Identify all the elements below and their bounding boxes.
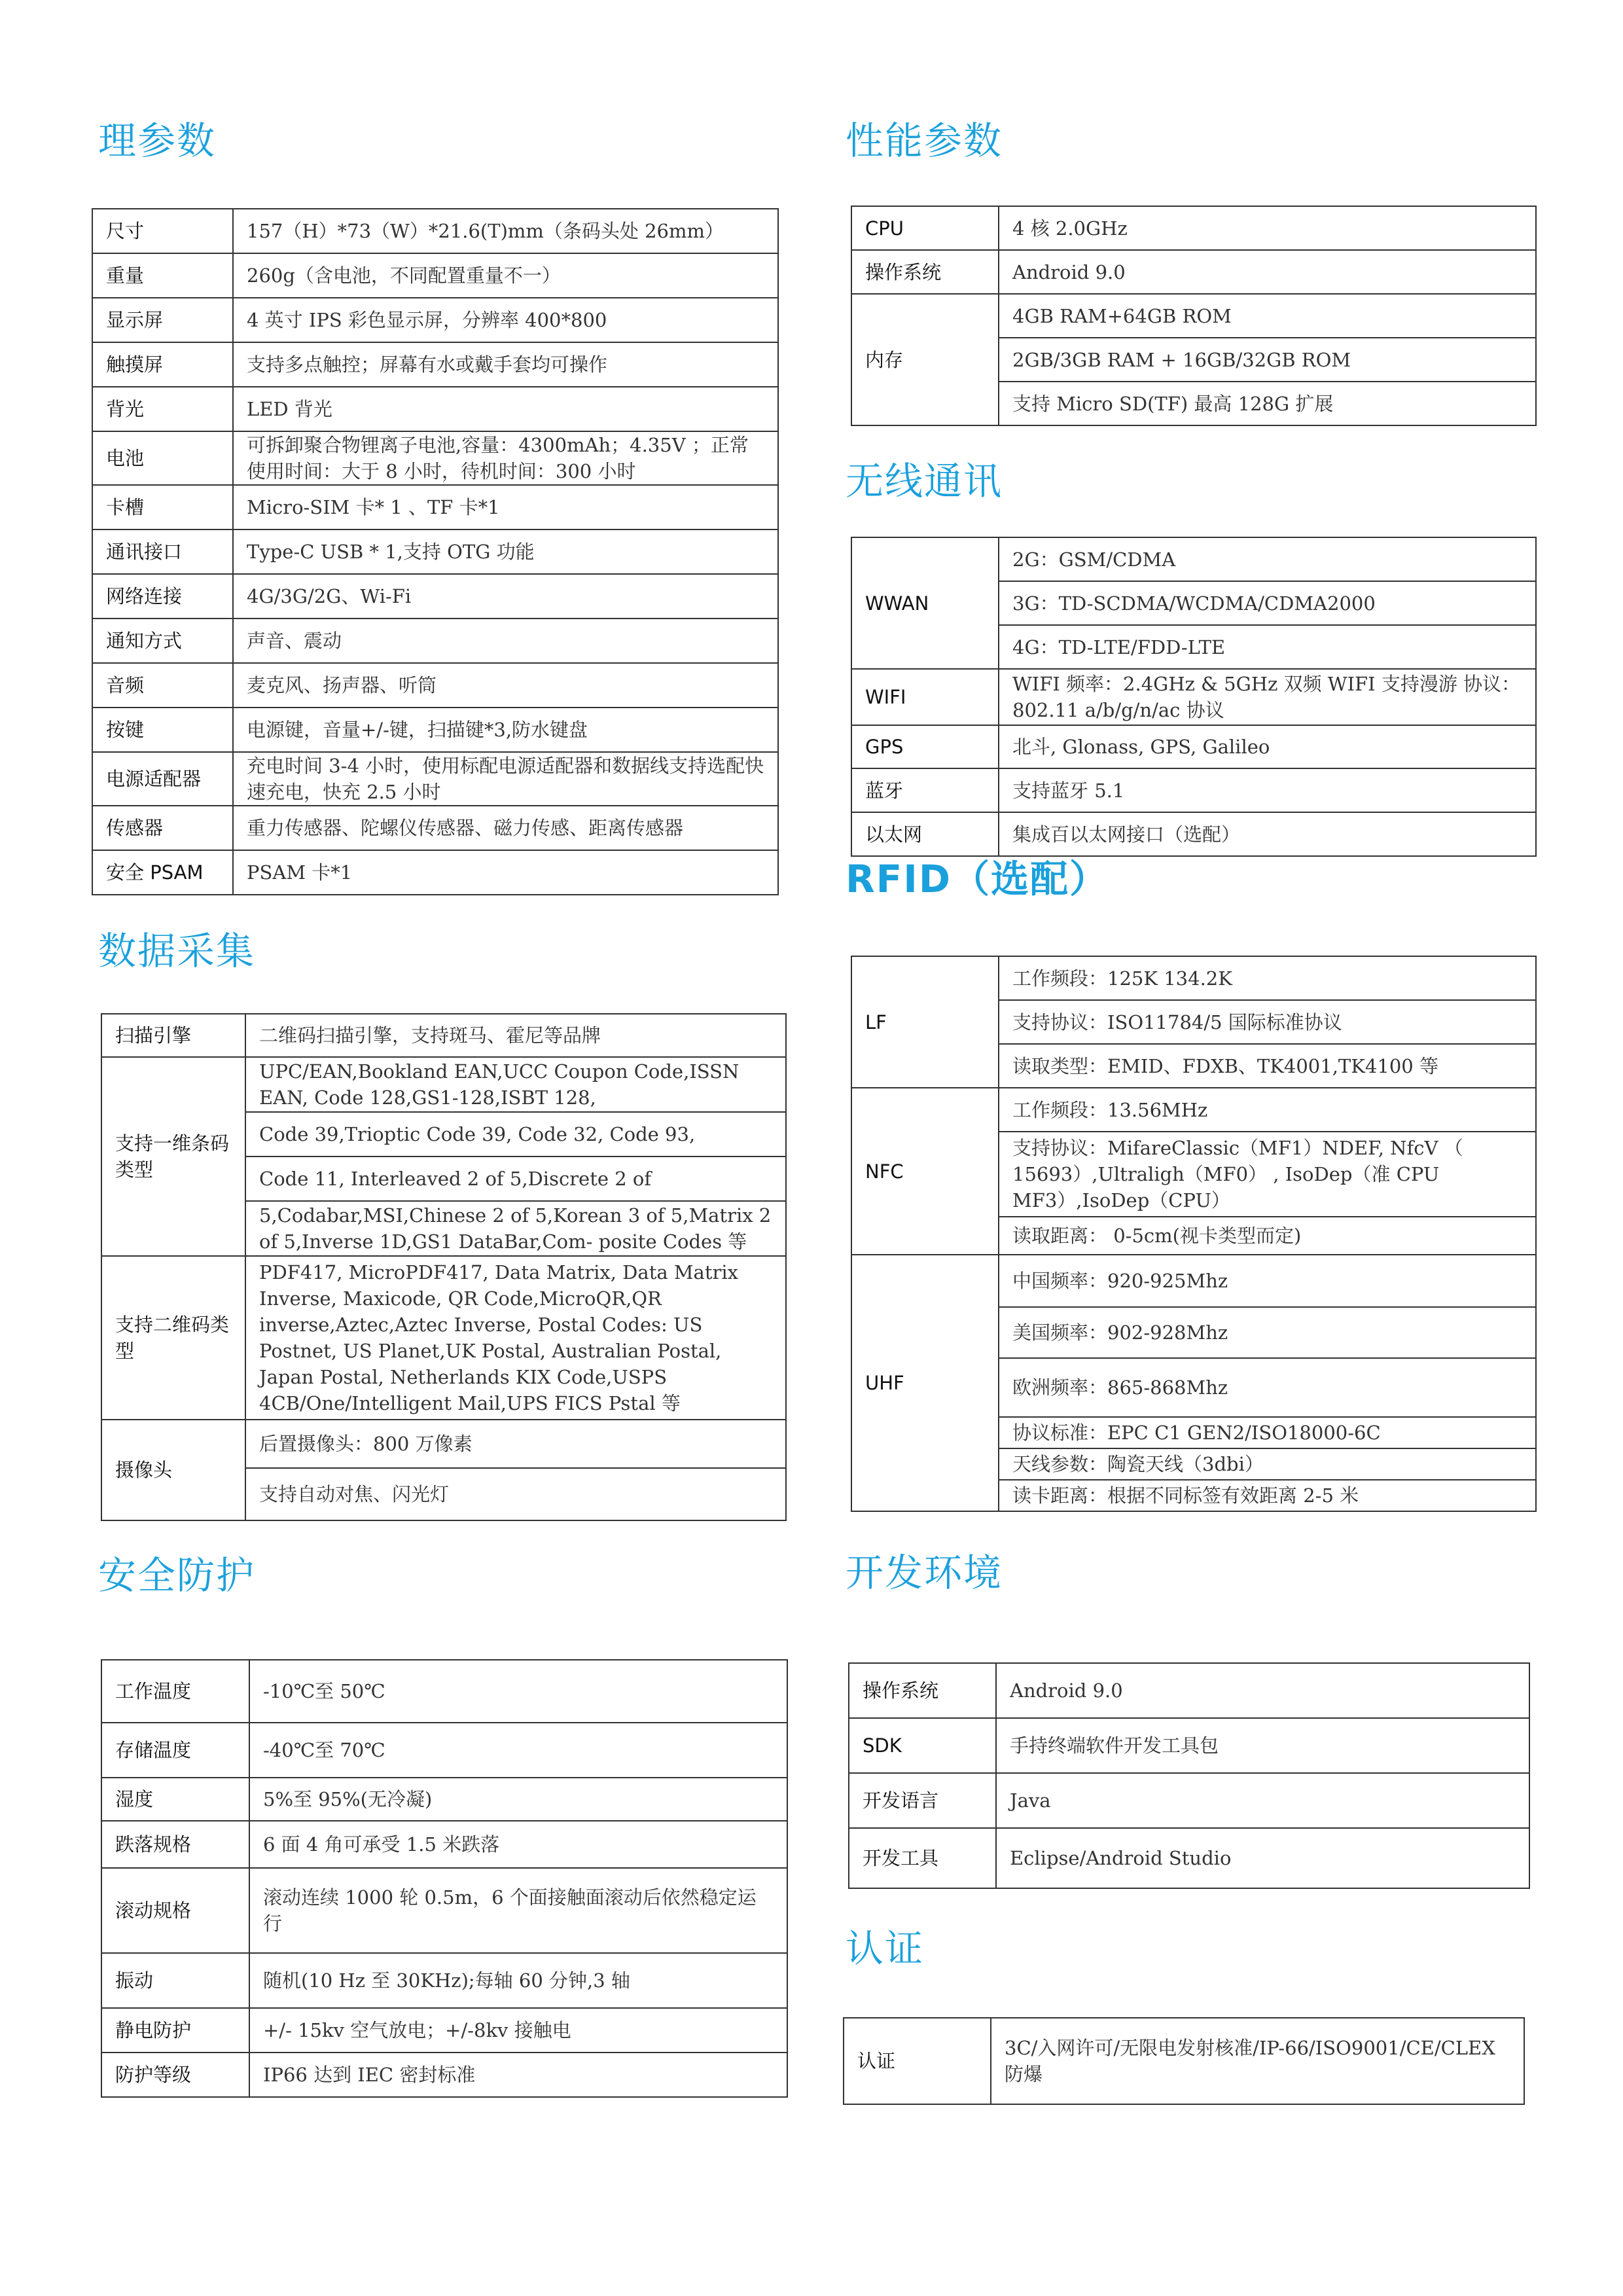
table-row <box>92 209 778 253</box>
spec-value: 5,Codabar,MSI,Chinese 2 of 5,Korean 3 of 5,Matrix 2 of 5,Inverse 1D,GS1 DataBar,Com- posite Codes 等 <box>245 1201 786 1256</box>
spec-value: Micro-SIM 卡* 1 、TF 卡*1 <box>233 485 778 529</box>
section-title-safety: 安全防护 <box>98 1553 256 1598</box>
spec-label: 按键 <box>92 708 233 752</box>
section-title-rfid: RFID（选配） <box>846 857 1109 901</box>
spec-value: 4 英寸 IPS 彩色显示屏，分辨率 400*800 <box>233 298 778 342</box>
table-row <box>92 387 778 431</box>
spec-value: 协议标准：EPC C1 GEN2/ISO18000-6C <box>999 1417 1536 1448</box>
spec-label: 重量 <box>92 253 233 298</box>
spec-value: 4G：TD-LTE/FDD-LTE <box>999 625 1536 669</box>
spec-label: UHF <box>851 1255 999 1511</box>
spec-label: 通知方式 <box>92 619 233 663</box>
table-row <box>92 806 778 850</box>
spec-value: 4GB RAM+64GB ROM <box>999 294 1536 338</box>
spec-value: 电源键，音量+/-键，扫描键*3,防水键盘 <box>233 708 778 752</box>
section-title-data-capture: 数据采集 <box>98 929 256 973</box>
table-row <box>92 574 778 619</box>
spec-value: 声音、震动 <box>233 619 778 663</box>
table-row <box>849 1828 1529 1888</box>
spec-value: 麦克风、扬声器、听筒 <box>233 663 778 708</box>
spec-value: 欧洲频率：865-868Mhz <box>999 1358 1536 1417</box>
spec-value: 随机(10 Hz 至 30KHz);每轴 60 分钟,3 轴 <box>249 1953 787 2008</box>
spec-value: PDF417, MicroPDF417, Data Matrix, Data Matrix Inverse, Maxicode, QR Code,MicroQR,QR inverse,Aztec,Aztec Inverse, Postal Codes: US Postnet, US Planet,UK Postal, Australian Postal, Japan Postal, Netherlands KIX Code,USPS 4CB/One/Intelligent Mail,UPS FICS Pstal 等 <box>245 1256 786 1420</box>
spec-label: 湿度 <box>101 1778 249 1821</box>
spec-label: 显示屏 <box>92 298 233 342</box>
spec-label: 以太网 <box>851 812 999 856</box>
spec-label: SDK <box>849 1718 996 1773</box>
spec-label: 网络连接 <box>92 574 233 619</box>
spec-value: Android 9.0 <box>996 1663 1529 1718</box>
spec-value: Code 39,Trioptic Code 39, Code 32, Code 93, <box>245 1112 786 1157</box>
spec-value: 2GB/3GB RAM + 16GB/32GB ROM <box>999 338 1536 382</box>
table-row <box>849 1773 1529 1828</box>
spec-value: +/- 15kv 空气放电；+/-8kv 接触电 <box>249 2008 787 2053</box>
wireless-table <box>851 537 1537 857</box>
spec-label: 通讯接口 <box>92 529 233 574</box>
spec-label: 静电防护 <box>101 2008 249 2053</box>
spec-label: 安全 PSAM <box>92 850 233 895</box>
spec-label: CPU <box>851 206 999 250</box>
spec-label: 触摸屏 <box>92 342 233 387</box>
spec-label: 尺寸 <box>92 209 233 253</box>
spec-label: 电源适配器 <box>92 752 233 806</box>
spec-value: 支持蓝牙 5.1 <box>999 768 1536 812</box>
dev-table <box>848 1662 1530 1889</box>
spec-label: 内存 <box>851 294 999 425</box>
table-row <box>101 1868 787 1953</box>
spec-value: LED 背光 <box>233 387 778 431</box>
table-row <box>101 2008 787 2053</box>
spec-label: 卡槽 <box>92 485 233 529</box>
spec-label: 防护等级 <box>101 2053 249 2097</box>
spec-label: WWAN <box>851 537 999 669</box>
spec-value: Android 9.0 <box>999 250 1536 294</box>
spec-value: 4G/3G/2G、Wi-Fi <box>233 574 778 619</box>
spec-label: 蓝牙 <box>851 768 999 812</box>
spec-value: 5%至 95%(无冷凝) <box>249 1778 787 1821</box>
performance-table <box>851 206 1537 426</box>
table-row <box>101 1953 787 2008</box>
section-title-performance: 性能参数 <box>846 118 1003 163</box>
table-row <box>92 708 778 752</box>
spec-value: 6 面 4 角可承受 1.5 米跌落 <box>249 1821 787 1868</box>
table-row <box>92 850 778 895</box>
table-row <box>92 529 778 574</box>
spec-label: 工作温度 <box>101 1660 249 1723</box>
spec-value: 北斗, Glonass, GPS, Galileo <box>999 725 1536 768</box>
physical-table <box>92 208 779 895</box>
spec-label: 操作系统 <box>851 250 999 294</box>
spec-label: 振动 <box>101 1953 249 2008</box>
spec-value: 157（H）*73（W）*21.6(T)mm（条码头处 26mm） <box>233 209 778 253</box>
table-row <box>849 1718 1529 1773</box>
spec-value: -40℃至 70℃ <box>249 1723 787 1778</box>
spec-value: WIFI 频率：2.4GHz & 5GHz 双频 WIFI 支持漫游 协议：802.11 a/b/g/n/ac 协议 <box>999 669 1536 725</box>
spec-value: 天线参数：陶瓷天线（3dbi） <box>999 1448 1536 1480</box>
spec-label: LF <box>851 956 999 1088</box>
table-row <box>92 342 778 387</box>
spec-value: IP66 达到 IEC 密封标准 <box>249 2053 787 2097</box>
spec-value: Type-C USB * 1,支持 OTG 功能 <box>233 529 778 574</box>
spec-value: 3C/入网许可/无限电发射核准/IP-66/ISO9001/CE/CLEX 防爆 <box>991 2018 1524 2104</box>
spec-value: 读卡距离：根据不同标签有效距离 2-5 米 <box>999 1480 1536 1511</box>
spec-label: 操作系统 <box>849 1663 996 1718</box>
section-title-dev: 开发环境 <box>846 1551 1003 1595</box>
spec-value: 4 核 2.0GHz <box>999 206 1536 250</box>
spec-label: 开发语言 <box>849 1773 996 1828</box>
table-row <box>101 1778 787 1821</box>
spec-value: UPC/EAN,Bookland EAN,UCC Coupon Code,ISSN EAN, Code 128,GS1-128,ISBT 128, <box>245 1057 786 1112</box>
spec-label: WIFI <box>851 669 999 725</box>
table-row <box>101 1660 787 1723</box>
spec-label: 支持二维码类型 <box>101 1256 245 1420</box>
spec-value: Eclipse/Android Studio <box>996 1828 1529 1888</box>
table-row <box>92 752 778 806</box>
table-row <box>92 298 778 342</box>
table-row <box>92 485 778 529</box>
table-row <box>101 2053 787 2097</box>
spec-value: 二维码扫描引擎，支持斑马、霍尼等品牌 <box>245 1014 786 1057</box>
spec-label: NFC <box>851 1088 999 1255</box>
spec-label: 扫描引擎 <box>101 1014 245 1057</box>
spec-value: 260g（含电池，不同配置重量不一） <box>233 253 778 298</box>
rfid-table <box>851 956 1537 1512</box>
table-row <box>849 1663 1529 1718</box>
table-row <box>92 619 778 663</box>
spec-value: -10℃至 50℃ <box>249 1660 787 1723</box>
table-row <box>92 431 778 485</box>
spec-label: GPS <box>851 725 999 768</box>
spec-value: 支持 Micro SD(TF) 最高 128G 扩展 <box>999 382 1536 425</box>
spec-label: 滚动规格 <box>101 1868 249 1953</box>
spec-value: 读取类型：EMID、FDXB、TK4001,TK4100 等 <box>999 1044 1536 1088</box>
spec-value: 2G：GSM/CDMA <box>999 537 1536 581</box>
spec-value: 工作频段：125K 134.2K <box>999 956 1536 1000</box>
spec-label: 认证 <box>844 2018 991 2104</box>
spec-value: 集成百以太网接口（选配） <box>999 812 1536 856</box>
spec-label: 音频 <box>92 663 233 708</box>
spec-value: 支持协议：ISO11784/5 国际标准协议 <box>999 1000 1536 1044</box>
spec-value: PSAM 卡*1 <box>233 850 778 895</box>
spec-label: 传感器 <box>92 806 233 850</box>
table-row <box>92 663 778 708</box>
section-title-physical: 理参数 <box>98 118 217 163</box>
spec-value: 充电时间 3-4 小时，使用标配电源适配器和数据线支持选配快速充电，快充 2.5 小时 <box>233 752 778 806</box>
section-title-cert: 认证 <box>846 1926 925 1971</box>
spec-value: 工作频段：13.56MHz <box>999 1088 1536 1132</box>
spec-value: 中国频率：920-925Mhz <box>999 1255 1536 1307</box>
spec-value: 美国频率：902-928Mhz <box>999 1307 1536 1358</box>
spec-label: 支持一维条码类型 <box>101 1057 245 1256</box>
spec-value: 重力传感器、陀螺仪传感器、磁力传感、距离传感器 <box>233 806 778 850</box>
spec-label: 摄像头 <box>101 1420 245 1520</box>
spec-label: 存储温度 <box>101 1723 249 1778</box>
spec-value: 后置摄像头：800 万像素 <box>245 1420 786 1468</box>
spec-value: 手持终端软件开发工具包 <box>996 1718 1529 1773</box>
table-row <box>101 1821 787 1868</box>
spec-value: 支持多点触控；屏幕有水或戴手套均可操作 <box>233 342 778 387</box>
spec-value: 可拆卸聚合物锂离子电池,容量：4300mAh；4.35V ；正常使用时间：大于 8 小时，待机时间：300 小时 <box>233 431 778 485</box>
spec-value: 3G：TD-SCDMA/WCDMA/CDMA2000 <box>999 581 1536 625</box>
spec-label: 开发工具 <box>849 1828 996 1888</box>
data-capture-table <box>101 1013 787 1521</box>
section-title-wireless: 无线通讯 <box>846 459 1003 503</box>
cert-table <box>843 2017 1525 2105</box>
spec-label: 跌落规格 <box>101 1821 249 1868</box>
table-row <box>101 1723 787 1778</box>
spec-value: 支持协议：MifareClassic（MF1）NDEF, NfcV （ 15693）,Ultraligh（MF0） , IsoDep（准 CPU MF3）,IsoDep（CPU） <box>999 1132 1536 1217</box>
table-row <box>92 253 778 298</box>
spec-label: 电池 <box>92 431 233 485</box>
spec-label: 背光 <box>92 387 233 431</box>
spec-value: 读取距离： 0-5cm(视卡类型而定) <box>999 1217 1536 1255</box>
spec-value: 支持自动对焦、闪光灯 <box>245 1468 786 1520</box>
spec-value: 滚动连续 1000 轮 0.5m，6 个面接触面滚动后依然稳定运行 <box>249 1868 787 1953</box>
spec-value: Java <box>996 1773 1529 1828</box>
safety-table <box>101 1659 788 2098</box>
spec-value: Code 11, Interleaved 2 of 5,Discrete 2 of <box>245 1157 786 1201</box>
